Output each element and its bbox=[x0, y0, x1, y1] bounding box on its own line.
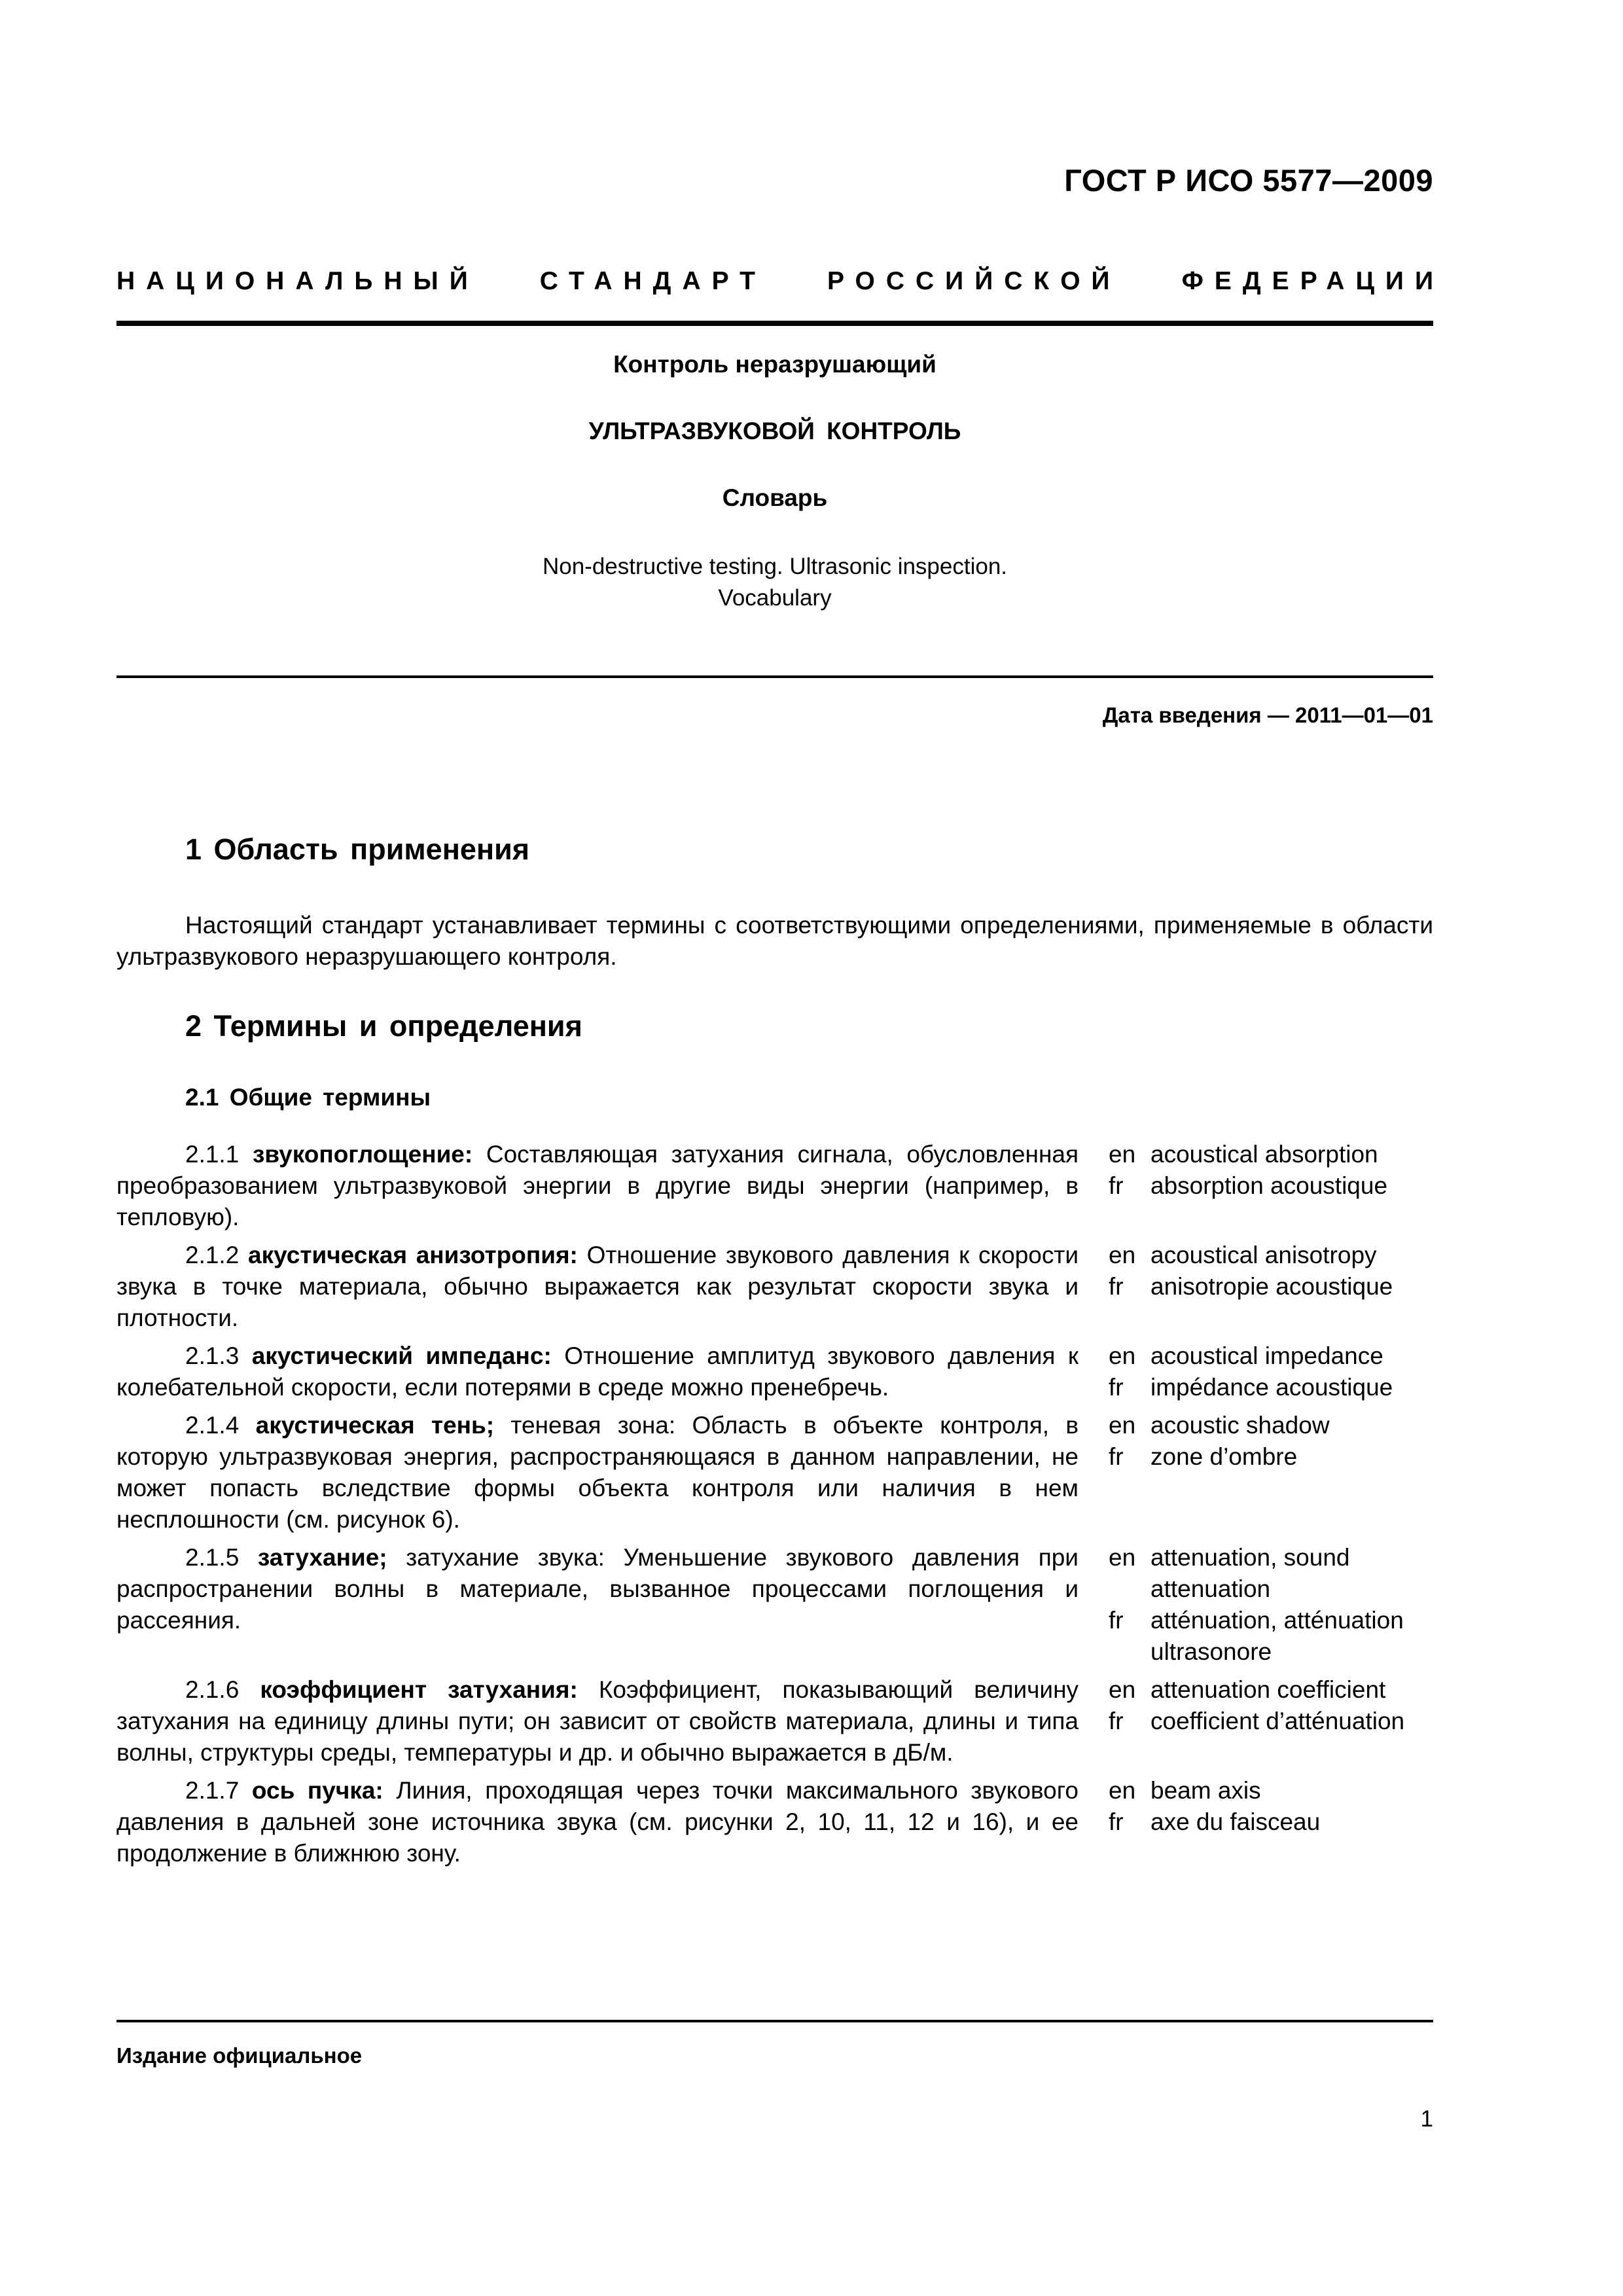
term-number: 2.1.2 bbox=[185, 1242, 240, 1268]
english-title-line-1: Non-destructive testing. Ultrasonic inspection. bbox=[542, 554, 1008, 579]
term-number: 2.1.7 bbox=[185, 1777, 240, 1804]
term-equivalents bbox=[1109, 1139, 1433, 1233]
term-number: 2.1.1 bbox=[185, 1141, 240, 1168]
term-definition-text: Отношение амплитуд звукового давления к колебательной скорости, если потерями в среде можно пренебречь. bbox=[116, 1342, 1079, 1401]
national-word: СТАНДАРТ bbox=[539, 267, 766, 295]
title-line-2: УЛЬТРАЗВУКОВОЙ КОНТРОЛЬ bbox=[588, 418, 961, 444]
term-number: 2.1.6 bbox=[185, 1676, 240, 1703]
term-entry bbox=[116, 1542, 1433, 1668]
term-definition-text: Линия, проходящая через точки максимального звукового давления в дальней зоне источника звука (см. рисунки 2, 10, 11, 12 и 16), и ее продолжение в ближнюю зону. bbox=[116, 1777, 1079, 1867]
french-equivalent: absorption acoustique bbox=[1150, 1172, 1388, 1199]
national-word: РОССИЙСКОЙ bbox=[827, 267, 1121, 295]
term-number: 2.1.3 bbox=[185, 1342, 240, 1369]
english-equivalent: acoustical anisotropy bbox=[1150, 1242, 1377, 1268]
lang-code-fr: fr bbox=[1109, 1374, 1124, 1401]
official-edition-label: Издание официальное bbox=[116, 2043, 363, 2068]
term-definition bbox=[116, 1410, 1079, 1535]
term-definition-text: Отношение звукового давления к скорости звука в точке материала, обычно выражается как результат скорости звука и плотности. bbox=[116, 1242, 1079, 1331]
term-entry bbox=[116, 1240, 1433, 1334]
term-definition bbox=[116, 1775, 1079, 1869]
title-line-3: Словарь bbox=[722, 484, 828, 511]
term-definition bbox=[116, 1240, 1079, 1334]
english-equivalent: attenuation coefficient bbox=[1150, 1676, 1386, 1703]
lang-code-en: en bbox=[1109, 1544, 1136, 1571]
footer-divider bbox=[116, 2020, 1433, 2022]
lang-code-fr: fr bbox=[1109, 1607, 1124, 1634]
section-1-text: Настоящий стандарт устанавливает термины с соответствующими определениями, применяемые в области ультразвукового неразрушающего контроля. bbox=[116, 912, 1433, 970]
term-definition bbox=[116, 1674, 1079, 1768]
term-synonym: затухание звука: bbox=[387, 1544, 605, 1571]
english-equivalent: beam axis bbox=[1150, 1777, 1261, 1804]
term-name: ось пучка: bbox=[251, 1777, 383, 1804]
national-word: ФЕДЕРАЦИИ bbox=[1181, 267, 1444, 295]
page-number: 1 bbox=[1420, 2106, 1433, 2132]
term-equivalents bbox=[1109, 1542, 1433, 1668]
term-synonym: теневая зона: bbox=[494, 1412, 676, 1439]
term-number: 2.1.5 bbox=[185, 1544, 240, 1571]
term-entry bbox=[116, 1674, 1433, 1768]
introduction-date: Дата введения — 2011—01—01 bbox=[1102, 703, 1433, 727]
term-equivalents bbox=[1109, 1775, 1433, 1869]
lang-code-en: en bbox=[1109, 1676, 1136, 1703]
lang-code-fr: fr bbox=[1109, 1708, 1124, 1734]
term-definition-text: Область в объекте контроля, в которую ультразвуковая энергия, распространяющаяся в данном направлении, не может попасть вследствие формы объекта контроля или наличия в нем несплошности (см. рисунок 6). bbox=[116, 1412, 1079, 1533]
term-entry bbox=[116, 1775, 1433, 1869]
term-definition bbox=[116, 1542, 1079, 1668]
term-definition-text: Уменьшение звукового давления при распространении волны в материале, вызванное процессами поглощения и рассеяния. bbox=[116, 1544, 1079, 1634]
term-definition bbox=[116, 1139, 1079, 1233]
english-equivalent: acoustical absorption bbox=[1150, 1141, 1378, 1168]
french-equivalent: anisotropie acoustique bbox=[1150, 1273, 1393, 1300]
lang-code-en: en bbox=[1109, 1141, 1136, 1168]
title-line-1: Контроль неразрушающий bbox=[613, 351, 936, 378]
title-divider bbox=[116, 675, 1433, 678]
term-definition-text: Составляющая затухания сигнала, обусловленная преобразованием ультразвуковой энергии в другие виды энергии (например, в тепловую). bbox=[116, 1141, 1079, 1230]
term-equivalents bbox=[1109, 1410, 1433, 1535]
term-name: акустическая тень; bbox=[255, 1412, 495, 1439]
lang-code-en: en bbox=[1109, 1342, 1136, 1369]
term-equivalents bbox=[1109, 1240, 1433, 1334]
document-code: ГОСТ Р ИСО 5577—2009 bbox=[1064, 163, 1433, 198]
english-title-line-2: Vocabulary bbox=[718, 585, 832, 611]
term-number: 2.1.4 bbox=[185, 1412, 240, 1439]
lang-code-fr: fr bbox=[1109, 1172, 1124, 1199]
term-entry bbox=[116, 1410, 1433, 1535]
english-equivalent: acoustical impedance bbox=[1150, 1342, 1383, 1369]
national-word: НАЦИОНАЛЬНЫЙ bbox=[116, 267, 479, 295]
french-equivalent: impédance acoustique bbox=[1150, 1374, 1393, 1401]
term-equivalents bbox=[1109, 1340, 1433, 1403]
section-2-heading: 2 Термины и определения bbox=[185, 1009, 582, 1043]
french-equivalent: zone d’ombre bbox=[1150, 1443, 1298, 1470]
terms-list bbox=[116, 1139, 1433, 1876]
lang-code-en: en bbox=[1109, 1412, 1136, 1439]
lang-code-en: en bbox=[1109, 1242, 1136, 1268]
subsection-2-1-heading: 2.1 Общие термины bbox=[185, 1084, 431, 1111]
french-equivalent: axe du faisceau bbox=[1150, 1808, 1321, 1835]
term-equivalents bbox=[1109, 1674, 1433, 1768]
lang-code-en: en bbox=[1109, 1777, 1136, 1804]
term-name: акустическая анизотропия: bbox=[248, 1242, 578, 1268]
section-1-heading: 1 Область применения bbox=[185, 833, 530, 866]
term-name: коэффициент затухания: bbox=[260, 1676, 578, 1703]
national-standard-heading bbox=[116, 267, 1444, 296]
term-name: затухание; bbox=[257, 1544, 387, 1571]
lang-code-fr: fr bbox=[1109, 1273, 1124, 1300]
english-equivalent: acoustic shadow bbox=[1150, 1412, 1330, 1439]
document-page bbox=[116, 0, 1444, 2296]
english-equivalent: attenuation, sound attenuation bbox=[1150, 1544, 1350, 1602]
french-equivalent: coefficient d’atténuation bbox=[1150, 1708, 1405, 1734]
lang-code-fr: fr bbox=[1109, 1808, 1124, 1835]
term-entry bbox=[116, 1139, 1433, 1233]
term-name: акустический импеданс: bbox=[251, 1342, 552, 1369]
term-definition bbox=[116, 1340, 1079, 1403]
lang-code-fr: fr bbox=[1109, 1443, 1124, 1470]
french-equivalent: atténuation, atténuation ultrasonore bbox=[1150, 1607, 1404, 1665]
english-title bbox=[116, 551, 1433, 614]
term-definition-text: Коэффициент, показывающий величину затухания на единицу длины пути; он зависит от свойств материала, длины и типа волны, структуры среды, температуры и др. и обычно выражается в дБ/м. bbox=[116, 1676, 1079, 1766]
term-name: звукопоглощение: bbox=[252, 1141, 473, 1168]
term-entry bbox=[116, 1340, 1433, 1403]
header-divider bbox=[116, 321, 1433, 326]
